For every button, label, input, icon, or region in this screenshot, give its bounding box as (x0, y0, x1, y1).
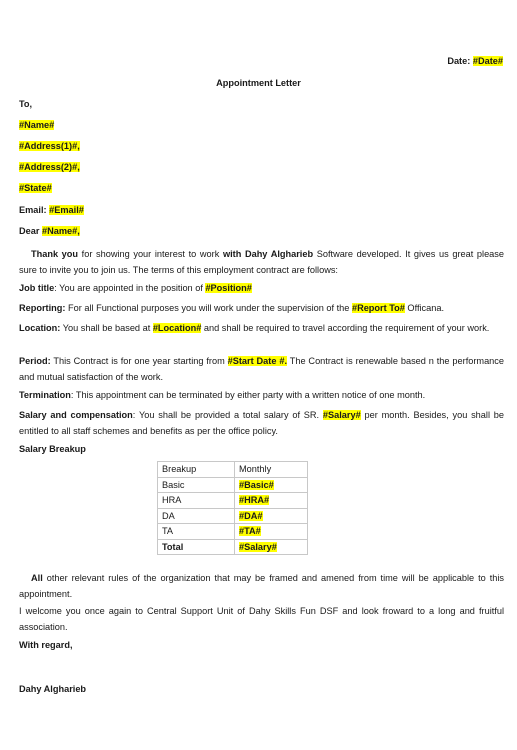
start-date-value: #Start Date #. (227, 356, 287, 366)
table-cell-label: HRA (158, 493, 235, 509)
table-row (158, 477, 308, 493)
table-cell-label: Total (158, 539, 235, 555)
table-row (158, 524, 308, 540)
table-header-row (158, 462, 308, 478)
to-line: To, (19, 99, 33, 109)
company-text: with Dahy Algharieb (222, 249, 314, 259)
rules-all-text: All (31, 573, 43, 583)
report-to-value: #Report To# (351, 303, 405, 313)
table-header-monthly: Monthly (235, 462, 308, 478)
date-label: Date: (447, 56, 471, 66)
email-label: Email: (19, 205, 47, 215)
signature-name: Dahy Algharieb (19, 684, 87, 694)
table-cell-value (235, 524, 308, 540)
table-row (158, 508, 308, 524)
rules-paragraph (19, 571, 504, 602)
period-after: The Contract is renewable based n the performance and mutual satisfaction of the work. (19, 356, 504, 382)
table-cell-value (235, 477, 308, 493)
ta-value: #TA# (239, 526, 261, 537)
hra-value: #HRA# (239, 495, 270, 506)
closing-line: With regard, (19, 640, 73, 650)
letter-title: Appointment Letter (216, 78, 301, 88)
table-cell-value (235, 508, 308, 524)
reporting-text: For all Functional purposes you will work under the supervision of the (65, 303, 352, 313)
recipient-address-1 (19, 141, 80, 151)
table-header-breakup: Breakup (158, 462, 235, 478)
email-value: #Email# (49, 205, 84, 215)
da-value: #DA# (239, 510, 263, 521)
thanks-text: Thank you (31, 249, 79, 259)
period-paragraph (19, 354, 504, 385)
rules-text: other relevant rules of the organization that may be framed and amened from time will be applicable to this appointment. (19, 573, 504, 599)
recipient-name (19, 120, 54, 130)
location-after: and shall be required to travel according the requirement of your work. (201, 323, 490, 333)
salary-after: per month. Besides, you shall be entitled to all staff schemes and benefits as per the office policy. (19, 410, 504, 436)
reporting-after: Officana. (404, 303, 445, 313)
welcome-paragraph: I welcome you once again to Central Support Unit of Dahy Skills Fun DSF and look froward to a long and fruitful association. (19, 606, 504, 632)
table-cell-value (235, 539, 308, 555)
location-label: Location: (19, 323, 61, 333)
termination-paragraph (19, 388, 504, 404)
period-label: Period: (19, 356, 51, 366)
address1-value: #Address(1)#, (19, 141, 80, 151)
salary-breakup-heading: Salary Breakup (19, 444, 86, 454)
total-salary-value: #Salary# (239, 541, 277, 552)
recipient-name-value: #Name# (19, 120, 55, 130)
intro-paragraph (19, 247, 504, 278)
date-value: #Date# (472, 56, 503, 66)
salary-breakup-table (157, 461, 308, 555)
table-row (158, 493, 308, 509)
table-cell-label: DA (158, 508, 235, 524)
recipient-email (19, 205, 84, 215)
location-value: #Location# (152, 323, 202, 333)
termination-label: Termination (19, 390, 71, 400)
job-text: : You are appointed in the position of (54, 283, 206, 293)
job-label: Job title (19, 283, 55, 293)
dear-label: Dear (19, 226, 40, 236)
job-title-paragraph (19, 281, 504, 297)
termination-text: : This appointment can be terminated by either party with a written notice of one month. (70, 390, 426, 400)
state-value: #State# (19, 183, 52, 193)
position-value: #Position# (205, 283, 252, 293)
table-row-total (158, 539, 308, 555)
dear-value: #Name#, (42, 226, 80, 236)
intro-text-2: Software developed. It gives us great please sure to invite you to join us. The terms of this employment contract are follows: (19, 249, 504, 275)
salary-text: : You shall be provided a total salary of SR. (132, 410, 323, 420)
intro-text-1: for showing your interest to work (78, 249, 223, 259)
salary-label: Salary and compensation (19, 410, 133, 420)
table-cell-label: TA (158, 524, 235, 540)
salary-paragraph (19, 408, 504, 439)
recipient-address-2 (19, 162, 80, 172)
basic-value: #Basic# (239, 479, 274, 490)
salary-value: #Salary# (322, 410, 361, 420)
location-text: You shall be based at (60, 323, 153, 333)
address2-value: #Address(2)#, (19, 162, 80, 172)
salutation (19, 226, 80, 236)
reporting-label: Reporting: (19, 303, 66, 313)
location-paragraph (19, 321, 504, 337)
table-cell-label: Basic (158, 477, 235, 493)
reporting-paragraph (19, 301, 504, 317)
recipient-state (19, 183, 52, 193)
period-text: This Contract is for one year starting from (50, 356, 228, 366)
table-cell-value (235, 493, 308, 509)
date-line (447, 56, 503, 66)
